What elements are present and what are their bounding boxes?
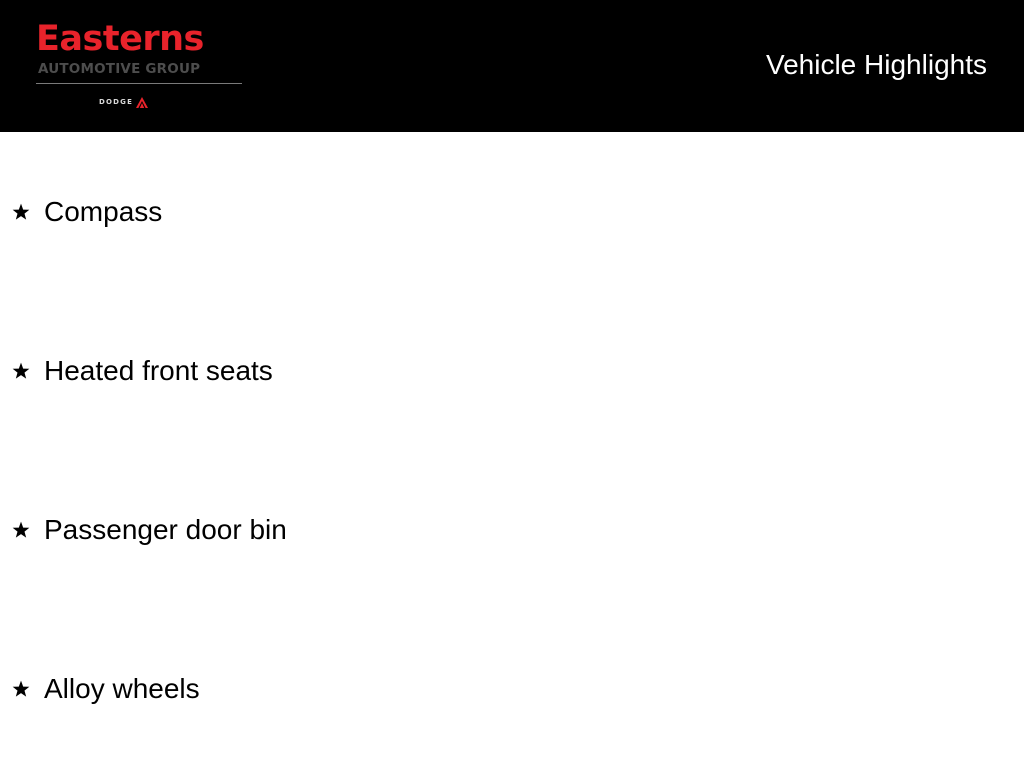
highlight-item: [10, 353, 273, 389]
dodge-stripes-icon: [136, 97, 148, 108]
brand-name: DODGE: [99, 98, 134, 106]
star-icon: [10, 519, 32, 541]
dealer-logo[interactable]: [36, 18, 242, 110]
logo-tagline: AUTOMOTIVE GROUP: [38, 61, 201, 77]
page-title: Vehicle Highlights: [765, 49, 987, 80]
logo-wordmark: Easterns: [36, 19, 204, 59]
highlight-label: Passenger door bin: [44, 514, 287, 545]
highlight-label: Compass: [44, 196, 163, 227]
header-bar: [0, 0, 1024, 132]
highlight-item: [10, 512, 287, 548]
highlight-label: Alloy wheels: [44, 673, 200, 704]
star-icon: [10, 201, 32, 223]
highlight-item: [10, 671, 200, 707]
highlight-item: [10, 194, 162, 230]
star-icon: [10, 360, 32, 382]
logo-divider: [36, 83, 242, 84]
logo-brand: [99, 96, 148, 108]
highlight-label: Heated front seats: [44, 355, 273, 386]
star-icon: [10, 678, 32, 700]
